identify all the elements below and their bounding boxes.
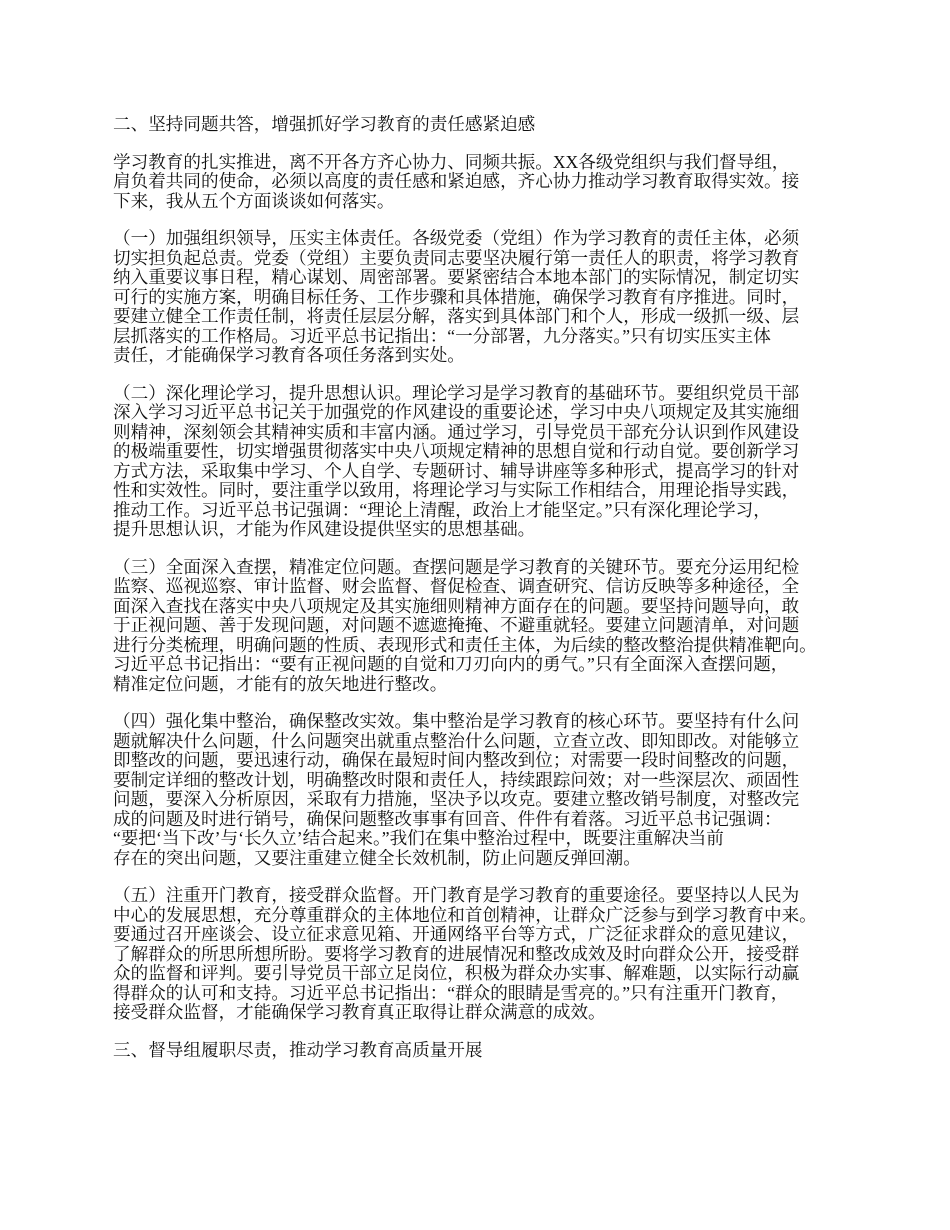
paragraph-line: 问题，要深入分析原因，采取有力措施，坚决予以攻克。要建立整改销号制度，对整改完 [113,789,800,809]
paragraph-line: 纳入重要议事日程，精心谋划、周密部署。要紧密结合本地本部门的实际情况，制定切实 [113,267,800,287]
paragraph-line: （一）加强组织领导，压实主体责任。各级党委（党组）作为学习教育的责任主体，必须 [113,228,800,248]
paragraph-line: 众的监督和评判。要引导党员干部立足岗位，积极为群众办实事、解难题，以实际行动赢 [113,963,800,983]
paragraph-line: 可行的实施方案，明确目标任务、工作步骤和具体措施，确保学习教育有序推进。同时， [113,286,800,307]
paragraph-line: 推动工作。习近平总书记强调：“理论上清醒，政治上才能坚定。”只有深化理论学习， [113,499,771,520]
paragraph-line: 深入学习习近平总书记关于加强党的作风建设的重要论述，学习中央八项规定及其实施细 [113,402,800,422]
section-paragraph-3 [113,558,863,695]
paragraph-line: 成的问题及时进行销号，确保问题整改事事有回音、件件有着落。习近平总书记强调： [113,808,782,829]
paragraph-line: 得群众的认可和支持。习近平总书记指出：“群众的眼睛是雪亮的。”只有注重开门教育， [113,982,789,1003]
paragraph-line: 题就解决什么问题，什么问题突出就重点整治什么问题，立查立改、即知即改。对能够立 [113,730,800,751]
intro-paragraph [113,153,863,212]
paragraph-line: （四）强化集中整治，确保整改实效。集中整治是学习教育的核心环节。要坚持有什么问 [113,711,800,731]
paragraph-line: 精准定位问题，才能有的放矢地进行整改。 [113,673,448,694]
paragraph-line: 性和实效性。同时，要注重学以致用，将理论学习与实际工作相结合，用理论指导实践， [113,480,800,500]
paragraph-line: 肩负着共同的使命，必须以高度的责任感和紧迫感，齐心协力推动学习教育取得实效。接 [113,171,800,191]
paragraph-line: 提升思想认识，才能为作风建设提供坚实的思想基础。 [113,519,536,539]
paragraph-line: （二）深化理论学习，提升思想认识。理论学习是学习教育的基础环节。要组织党员干部 [113,382,800,403]
paragraph-line: 即整改的问题，要迅速行动，确保在最短时间内整改到位；对需要一段时间整改的问题， [113,750,800,770]
paragraph-line: 接受群众监督，才能确保学习教育真正取得让群众满意的成效。 [113,1002,606,1022]
paragraph-line: 层抓落实的工作格局。习近平总书记指出：“一分部署，九分落实。”只有切实压实主体 [113,325,771,346]
paragraph-line: 要通过召开座谈会、设立征求意见箱、开通网络平台等方式，广泛征求群众的意见建议， [113,924,800,944]
paragraph-line: 存在的突出问题，又要注重建立健全长效机制，防止问题反弹回潮。 [113,847,641,868]
heading-text: 三、督导组履职尽责，推动学习教育高质量开展 [113,1039,483,1060]
section-paragraph-1 [113,229,863,366]
paragraph-line: “要把‘当下改’与‘长久立’结合起来。”我们在集中整治过程中，既要注重解决当前 [113,828,724,848]
paragraph-line: （五）注重开门教育，接受群众监督。开门教育是学习教育的重要途径。要坚持以人民为 [113,885,800,905]
section-paragraph-4 [113,712,863,868]
paragraph-line: 了解群众的所思所想所盼。要将学习教育的进展情况和整改成效及时向群众公开，接受群 [113,943,800,964]
paragraph-line: 学习教育的扎实推进，离不开各方齐心协力、同频共振。XX各级党组织与我们督导组， [113,151,790,172]
section-heading-2 [113,115,863,135]
paragraph-line: 下来，我从五个方面谈谈如何落实。 [113,190,395,211]
paragraph-line: 中心的发展思想，充分尊重群众的主体地位和首创精神，让群众广泛参与到学习教育中来。 [113,904,817,925]
section-paragraph-2 [113,384,863,540]
paragraph-line: 则精神，深刻领会其精神实质和丰富内涵。通过学习，引导党员干部充分认识到作风建设 [113,421,800,442]
paragraph-line: （三）全面深入查摆，精准定位问题。查摆问题是学习教育的关键环节。要充分运用纪检 [113,556,800,577]
paragraph-line: 习近平总书记指出：“要有正视问题的自觉和刀刃向内的勇气。”只有全面深入查摆问题， [113,654,789,674]
paragraph-line: 的极端重要性，切实增强贯彻落实中央八项规定精神的思想自觉和行动自觉。要创新学习 [113,441,800,461]
document-page [113,115,863,1060]
paragraph-line: 要建立健全工作责任制，将责任层层分解，落实到具体部门和个人，形成一级抓一级、层 [113,306,800,326]
paragraph-line: 面深入查找在落实中央八项规定及其实施细则精神方面存在的问题。要坚持问题导向，敢 [113,595,800,616]
paragraph-line: 监察、巡视巡察、审计监督、财会监督、督促检查、调查研究、信访反映等多种途径，全 [113,576,800,596]
section-paragraph-5 [113,886,863,1023]
heading-text: 二、坚持同题共答，增强抓好学习教育的责任感紧迫感 [113,114,536,134]
paragraph-line: 于正视问题、善于发现问题，对问题不遮遮掩掩、不避重就轻。要建立问题清单，对问题 [113,615,800,635]
paragraph-line: 要制定详细的整改计划，明确整改时限和责任人，持续跟踪问效；对一些深层次、顽固性 [113,769,800,790]
section-heading-3 [113,1041,863,1061]
paragraph-line: 方式方法，采取集中学习、个人自学、专题研讨、辅导讲座等多种形式，提高学习的针对 [113,460,800,481]
paragraph-line: 切实担负起总责。党委（党组）主要负责同志要坚决履行第一责任人的职责，将学习教育 [113,247,800,268]
paragraph-line: 责任，才能确保学习教育各项任务落到实处。 [113,345,465,365]
paragraph-line: 进行分类梳理，明确问题的性质、表现形式和责任主体，为后续的整改整治提供精准靶向。 [113,634,817,655]
